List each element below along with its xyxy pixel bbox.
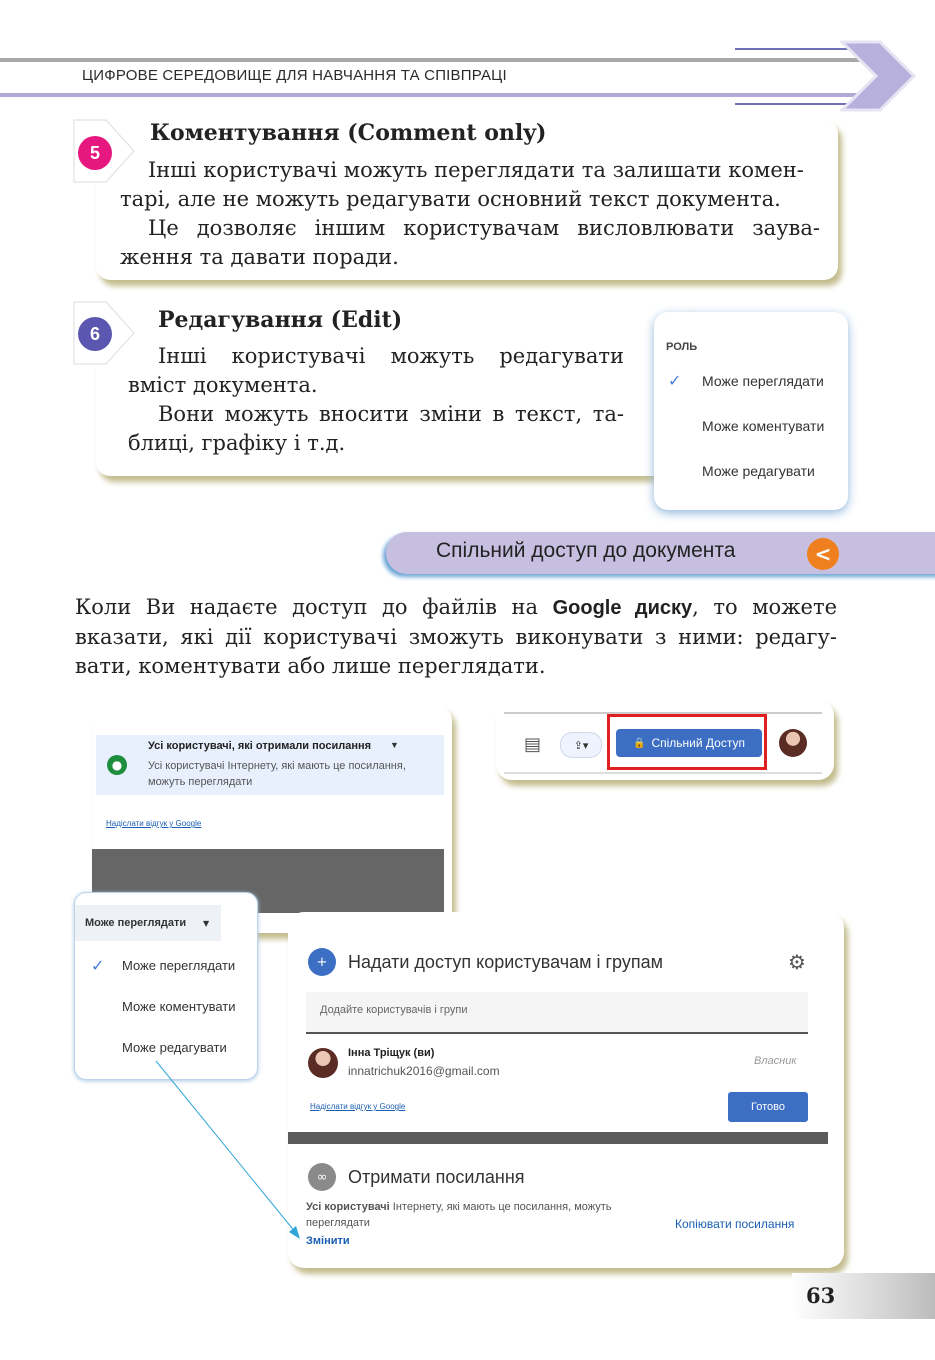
link-access-title[interactable]: Усі користувачі, які отримали посилання: [148, 740, 372, 752]
role-dropdown: [74, 892, 258, 1080]
copy-link-button[interactable]: Копіювати посилання: [675, 1217, 795, 1231]
step-6-text: блиці, графіку і т.д.: [128, 431, 346, 455]
header-title: ЦИФРОВЕ СЕРЕДОВИЩЕ ДЛЯ НАВЧАННЯ ТА СПІВПРАЦІ: [82, 67, 507, 84]
toolbar-screenshot: [496, 700, 834, 780]
gear-icon[interactable]: ⚙: [788, 950, 806, 974]
caret-down-icon[interactable]: ▼: [390, 740, 399, 750]
link-access-desc: Усі користувачі Інтернету, які мають це посилання,: [148, 760, 406, 772]
step-5-badge: 5: [78, 136, 112, 170]
header-rule-top: [0, 58, 860, 62]
dropdown-item-edit[interactable]: Може редагувати: [122, 1040, 227, 1055]
chevron-left-icon: <: [807, 538, 839, 570]
get-link-desc-bold: Усі користувачі: [306, 1201, 390, 1213]
step-6-text: Інші користувачі можуть редагувати: [158, 344, 624, 368]
step-5-text: тарі, але не можуть редагувати основний текст документа.: [120, 187, 781, 211]
user-name: Інна Тріщук (ви): [348, 1047, 435, 1059]
toolbar-rule: [504, 772, 822, 774]
share-button-label: Спільний Доступ: [651, 736, 745, 750]
step-6-text: Вони можуть вносити зміни в текст, та-: [158, 402, 624, 426]
header-arrow-icon: [840, 40, 920, 112]
section-title: Спільний доступ до документа: [436, 539, 736, 562]
add-people-placeholder: Додайте користувачів і групи: [320, 1004, 468, 1016]
get-link-desc: [306, 1201, 612, 1213]
body-paragraph: [75, 593, 837, 681]
share-dialog-screenshot: [288, 912, 844, 1268]
role-menu-item-comment[interactable]: Може коментувати: [702, 418, 825, 434]
caret-down-icon[interactable]: ▼: [203, 919, 210, 928]
check-icon: ✓: [91, 956, 105, 975]
body-text: вати, коментувати або лише переглядати.: [75, 654, 546, 678]
body-text: Коли Ви надаєте доступ до файлів на: [75, 595, 553, 619]
user-email: innatrichuk2016@gmail.com: [348, 1064, 500, 1078]
check-icon: ✓: [668, 371, 682, 390]
role-menu-item-view[interactable]: Може переглядати: [702, 373, 824, 389]
step-5-title: Коментування (Comment only): [150, 120, 547, 146]
role-dropdown-selected-label[interactable]: Може переглядати: [85, 917, 187, 929]
step-5-text: ження та давати поради.: [120, 245, 399, 269]
header-accent-line: [735, 48, 850, 50]
get-link-title: Отримати посилання: [348, 1167, 525, 1187]
dropdown-item-comment[interactable]: Може коментувати: [122, 999, 236, 1014]
done-button[interactable]: Готово: [728, 1092, 808, 1122]
share-button[interactable]: [616, 729, 762, 757]
get-link-desc-text: Інтернету, які мають це посилання, можуть: [389, 1201, 612, 1213]
link-icon: ∞: [308, 1163, 336, 1191]
google-drive-term: Google диску: [552, 597, 693, 619]
role-menu-label: РОЛЬ: [666, 341, 698, 353]
avatar: [308, 1048, 338, 1078]
connector-arrow-icon: [150, 1055, 310, 1245]
step-5-text: Це дозволяє іншим користувачам висловлювати заува-: [148, 216, 820, 240]
add-person-icon: +: [308, 948, 336, 976]
comments-icon[interactable]: ▤: [524, 734, 542, 755]
user-role: Власник: [754, 1055, 797, 1067]
lock-icon: 🔒: [633, 737, 646, 749]
feedback-link[interactable]: Надіслати відгук у Google: [310, 1102, 406, 1111]
feedback-link[interactable]: Надіслати відгук у Google: [106, 819, 202, 828]
change-link[interactable]: Змінити: [306, 1235, 350, 1247]
step-5-text: Інші користувачі можуть переглядати та залишати комен-: [148, 158, 804, 182]
role-menu: [654, 312, 848, 510]
role-menu-item-edit[interactable]: Може редагувати: [702, 463, 815, 479]
get-link-desc: переглядати: [306, 1217, 370, 1229]
link-access-desc: можуть переглядати: [148, 776, 253, 788]
step-6-badge: 6: [78, 317, 112, 351]
share-dialog-title: Надати доступ користувачам і групам: [348, 952, 663, 972]
dark-divider: [288, 1132, 828, 1144]
step-6-text: вміст документа.: [128, 373, 318, 397]
avatar[interactable]: [779, 729, 807, 757]
step-6-title: Редагування (Edit): [158, 307, 403, 333]
body-text: вказати, які дії користувачі зможуть виконувати з ними: редагу-: [75, 625, 837, 649]
body-text: , то можете: [692, 595, 837, 619]
dropdown-item-view[interactable]: Може переглядати: [122, 958, 236, 973]
header-accent-line: [735, 103, 850, 105]
page-number: 63: [806, 1283, 836, 1308]
present-icon[interactable]: ⇪▾: [560, 732, 602, 758]
globe-icon: ●: [107, 755, 127, 775]
header-rule-bottom: [0, 93, 860, 97]
